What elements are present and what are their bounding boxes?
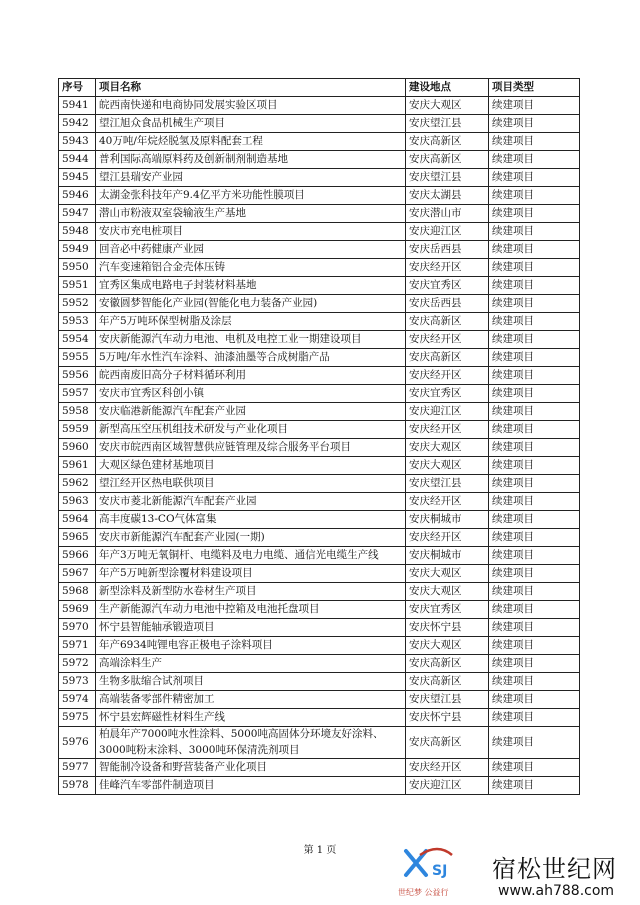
cell-name: 安庆市皖西南区域智慧供应链管理及综合服务平台项目 — [96, 439, 406, 457]
cell-name: 高端装备零部件精密加工 — [96, 691, 406, 709]
watermark-brand: 宿松世纪网 — [492, 855, 617, 883]
cell-location: 安庆望江县 — [406, 691, 489, 709]
cell-location: 安庆经开区 — [406, 421, 489, 439]
cell-name: 5万吨/年水性汽车涂料、油漆油墨等合成树脂产品 — [96, 349, 406, 367]
cell-type: 续建项目 — [489, 619, 580, 637]
cell-no: 5973 — [59, 673, 96, 691]
cell-no: 5945 — [59, 169, 96, 187]
table-row — [59, 637, 580, 655]
table-row — [59, 349, 580, 367]
cell-type: 续建项目 — [489, 511, 580, 529]
cell-type: 续建项目 — [489, 349, 580, 367]
cell-name: 安庆市充电桩项目 — [96, 223, 406, 241]
table-row — [59, 367, 580, 385]
watermark-url: www.ah788.com — [498, 883, 615, 899]
cell-location: 安庆怀宁县 — [406, 709, 489, 727]
cell-no: 5971 — [59, 637, 96, 655]
cell-location: 安庆高新区 — [406, 673, 489, 691]
cell-location: 安庆宜秀区 — [406, 385, 489, 403]
cell-no: 5944 — [59, 151, 96, 169]
cell-no: 5952 — [59, 295, 96, 313]
cell-location: 安庆太湖县 — [406, 187, 489, 205]
cell-location: 安庆迎江区 — [406, 223, 489, 241]
cell-no: 5949 — [59, 241, 96, 259]
cell-location: 安庆望江县 — [406, 169, 489, 187]
table-row — [59, 295, 580, 313]
cell-type: 续建项目 — [489, 169, 580, 187]
table-row — [59, 655, 580, 673]
cell-location: 安庆大观区 — [406, 583, 489, 601]
table-row — [59, 385, 580, 403]
cell-location: 安庆大观区 — [406, 97, 489, 115]
cell-no: 5968 — [59, 583, 96, 601]
cell-type: 续建项目 — [489, 259, 580, 277]
cell-location: 安庆迎江区 — [406, 403, 489, 421]
cell-type: 续建项目 — [489, 277, 580, 295]
cell-name: 年产3万吨无氧铜杆、电缆料及电力电缆、通信光电缆生产线 — [96, 547, 406, 565]
cell-type: 续建项目 — [489, 97, 580, 115]
cell-type: 续建项目 — [489, 475, 580, 493]
cell-no: 5969 — [59, 601, 96, 619]
table-row — [59, 777, 580, 795]
cell-name: 皖西南废旧高分子材料循环利用 — [96, 367, 406, 385]
table-row — [59, 205, 580, 223]
cell-type: 续建项目 — [489, 655, 580, 673]
cell-name: 安庆新能源汽车动力电池、电机及电控工业一期建设项目 — [96, 331, 406, 349]
cell-location: 安庆望江县 — [406, 115, 489, 133]
cell-location: 安庆迎江区 — [406, 777, 489, 795]
cell-type: 续建项目 — [489, 403, 580, 421]
cell-name: 宜秀区集成电路电子封装材料基地 — [96, 277, 406, 295]
table-row — [59, 511, 580, 529]
cell-type: 续建项目 — [489, 601, 580, 619]
cell-location: 安庆潜山市 — [406, 205, 489, 223]
cell-name: 40万吨/年烷烃脱氢及原料配套工程 — [96, 133, 406, 151]
cell-name: 新型高压空压机组技术研发与产业化项目 — [96, 421, 406, 439]
cell-location: 安庆高新区 — [406, 727, 489, 759]
svg-text:SJ: SJ — [432, 863, 448, 879]
cell-name: 汽车变速箱铝合金壳体压铸 — [96, 259, 406, 277]
cell-location: 安庆经开区 — [406, 493, 489, 511]
cell-type: 续建项目 — [489, 115, 580, 133]
cell-type: 续建项目 — [489, 439, 580, 457]
header-name: 项目名称 — [96, 79, 406, 97]
cell-location: 安庆望江县 — [406, 475, 489, 493]
table-row — [59, 547, 580, 565]
cell-type: 续建项目 — [489, 313, 580, 331]
cell-no: 5967 — [59, 565, 96, 583]
cell-type: 续建项目 — [489, 223, 580, 241]
cell-no: 5959 — [59, 421, 96, 439]
table-row — [59, 421, 580, 439]
table-row — [59, 583, 580, 601]
cell-location: 安庆大观区 — [406, 637, 489, 655]
cell-type: 续建项目 — [489, 187, 580, 205]
cell-no: 5957 — [59, 385, 96, 403]
cell-location: 安庆经开区 — [406, 259, 489, 277]
project-table — [58, 78, 580, 795]
table-row — [59, 601, 580, 619]
table-row — [59, 223, 580, 241]
cell-name: 高丰度碳13-CO气体富集 — [96, 511, 406, 529]
cell-type: 续建项目 — [489, 493, 580, 511]
cell-no: 5950 — [59, 259, 96, 277]
header-location: 建设地点 — [406, 79, 489, 97]
cell-name: 生产新能源汽车动力电池中控箱及电池托盘项目 — [96, 601, 406, 619]
table-row — [59, 169, 580, 187]
table-row — [59, 331, 580, 349]
cell-location: 安庆高新区 — [406, 655, 489, 673]
cell-type: 续建项目 — [489, 759, 580, 777]
table-row — [59, 475, 580, 493]
cell-location: 安庆经开区 — [406, 759, 489, 777]
cell-no: 5946 — [59, 187, 96, 205]
cell-type: 续建项目 — [489, 637, 580, 655]
table-row — [59, 115, 580, 133]
cell-type: 续建项目 — [489, 709, 580, 727]
cell-name: 太湖金张科技年产9.4亿平方米功能性膜项目 — [96, 187, 406, 205]
cell-name: 怀宁县智能轴承锻造项目 — [96, 619, 406, 637]
cell-location: 安庆大观区 — [406, 565, 489, 583]
cell-location: 安庆岳西县 — [406, 241, 489, 259]
cell-location: 安庆桐城市 — [406, 511, 489, 529]
cell-location: 安庆宜秀区 — [406, 601, 489, 619]
cell-location: 安庆大观区 — [406, 457, 489, 475]
table-row — [59, 241, 580, 259]
cell-name: 安庆市菱北新能源汽车配套产业园 — [96, 493, 406, 511]
table-row — [59, 691, 580, 709]
table-row — [59, 151, 580, 169]
cell-no: 5960 — [59, 439, 96, 457]
cell-name: 佳峰汽车零部件制造项目 — [96, 777, 406, 795]
cell-no: 5966 — [59, 547, 96, 565]
cell-type: 续建项目 — [489, 547, 580, 565]
cell-type: 续建项目 — [489, 151, 580, 169]
table-row — [59, 759, 580, 777]
table-row — [59, 187, 580, 205]
cell-name: 皖西南快递和电商协同发展实验区项目 — [96, 97, 406, 115]
table-row — [59, 457, 580, 475]
cell-no: 5964 — [59, 511, 96, 529]
watermark-tagline: 世纪梦 公益行 — [398, 888, 449, 897]
cell-name: 潜山市粉液双室袋输液生产基地 — [96, 205, 406, 223]
cell-name: 大观区绿色建材基地项目 — [96, 457, 406, 475]
cell-location: 安庆经开区 — [406, 529, 489, 547]
table-row — [59, 529, 580, 547]
cell-name: 新型涂料及新型防水卷材生产项目 — [96, 583, 406, 601]
cell-location: 安庆怀宁县 — [406, 619, 489, 637]
cell-type: 续建项目 — [489, 583, 580, 601]
cell-no: 5942 — [59, 115, 96, 133]
cell-no: 5962 — [59, 475, 96, 493]
cell-location: 安庆经开区 — [406, 367, 489, 385]
cell-name: 安庆市新能源汽车配套产业园(一期) — [96, 529, 406, 547]
cell-type: 续建项目 — [489, 205, 580, 223]
cell-no: 5975 — [59, 709, 96, 727]
table-header-row — [59, 79, 580, 97]
cell-name: 望江县瑞安产业园 — [96, 169, 406, 187]
cell-no: 5956 — [59, 367, 96, 385]
table-row — [59, 133, 580, 151]
table-row — [59, 565, 580, 583]
cell-type: 续建项目 — [489, 457, 580, 475]
cell-type: 续建项目 — [489, 777, 580, 795]
cell-location: 安庆岳西县 — [406, 295, 489, 313]
cell-no: 5947 — [59, 205, 96, 223]
cell-name: 望江经开区热电联供项目 — [96, 475, 406, 493]
table-row — [59, 709, 580, 727]
cell-location: 安庆大观区 — [406, 439, 489, 457]
header-type: 项目类型 — [489, 79, 580, 97]
cell-name: 年产5万吨新型涂覆材料建设项目 — [96, 565, 406, 583]
cell-type: 续建项目 — [489, 241, 580, 259]
cell-no: 5958 — [59, 403, 96, 421]
cell-type: 续建项目 — [489, 727, 580, 759]
cell-type: 续建项目 — [489, 565, 580, 583]
cell-no: 5953 — [59, 313, 96, 331]
cell-name: 安庆临港新能源汽车配套产业园 — [96, 403, 406, 421]
cell-location: 安庆宜秀区 — [406, 277, 489, 295]
site-logo-icon — [400, 845, 464, 885]
cell-no: 5977 — [59, 759, 96, 777]
watermark — [390, 843, 640, 905]
table-body — [59, 97, 580, 795]
cell-location: 安庆经开区 — [406, 331, 489, 349]
cell-type: 续建项目 — [489, 421, 580, 439]
cell-location: 安庆高新区 — [406, 151, 489, 169]
cell-no: 5948 — [59, 223, 96, 241]
cell-type: 续建项目 — [489, 367, 580, 385]
cell-name: 高端涂料生产 — [96, 655, 406, 673]
cell-no: 5976 — [59, 727, 96, 759]
cell-no: 5978 — [59, 777, 96, 795]
cell-no: 5951 — [59, 277, 96, 295]
cell-no: 5970 — [59, 619, 96, 637]
table-row — [59, 673, 580, 691]
table-row — [59, 97, 580, 115]
cell-name: 智能制冷设备和野营装备产业化项目 — [96, 759, 406, 777]
cell-type: 续建项目 — [489, 691, 580, 709]
cell-no: 5961 — [59, 457, 96, 475]
table-row — [59, 439, 580, 457]
cell-no: 5955 — [59, 349, 96, 367]
cell-no: 5941 — [59, 97, 96, 115]
table-row — [59, 493, 580, 511]
cell-location: 安庆桐城市 — [406, 547, 489, 565]
cell-name: 年产6934吨锂电容正极电子涂料项目 — [96, 637, 406, 655]
table-row — [59, 259, 580, 277]
table-row — [59, 619, 580, 637]
cell-no: 5965 — [59, 529, 96, 547]
cell-name: 望江旭众食品机械生产项目 — [96, 115, 406, 133]
cell-type: 续建项目 — [489, 133, 580, 151]
cell-name: 柏晨年产7000吨水性涂料、5000吨高固体分环境友好涂料、3000吨粉末涂料、3000吨环保清洗剂项目 — [96, 727, 406, 759]
cell-name: 回音必中药健康产业园 — [96, 241, 406, 259]
cell-name: 怀宁县宏辉磁性材料生产线 — [96, 709, 406, 727]
table-row — [59, 277, 580, 295]
table-row — [59, 727, 580, 759]
header-no: 序号 — [59, 79, 96, 97]
table-row — [59, 403, 580, 421]
cell-no: 5974 — [59, 691, 96, 709]
cell-location: 安庆高新区 — [406, 313, 489, 331]
cell-type: 续建项目 — [489, 529, 580, 547]
table-row — [59, 313, 580, 331]
cell-type: 续建项目 — [489, 385, 580, 403]
page-number: 第 1 页 — [303, 845, 337, 856]
cell-name: 年产5万吨环保型树脂及涂层 — [96, 313, 406, 331]
cell-no: 5954 — [59, 331, 96, 349]
cell-name: 安庆市宜秀区科创小镇 — [96, 385, 406, 403]
cell-type: 续建项目 — [489, 673, 580, 691]
cell-name: 普利国际高端原料药及创新制剂制造基地 — [96, 151, 406, 169]
cell-type: 续建项目 — [489, 295, 580, 313]
cell-name: 安徽圆梦智能化产业园(智能化电力装备产业园) — [96, 295, 406, 313]
cell-no: 5972 — [59, 655, 96, 673]
cell-no: 5943 — [59, 133, 96, 151]
cell-location: 安庆高新区 — [406, 133, 489, 151]
cell-no: 5963 — [59, 493, 96, 511]
cell-name: 生物多肽缩合试剂项目 — [96, 673, 406, 691]
cell-type: 续建项目 — [489, 331, 580, 349]
cell-location: 安庆高新区 — [406, 349, 489, 367]
